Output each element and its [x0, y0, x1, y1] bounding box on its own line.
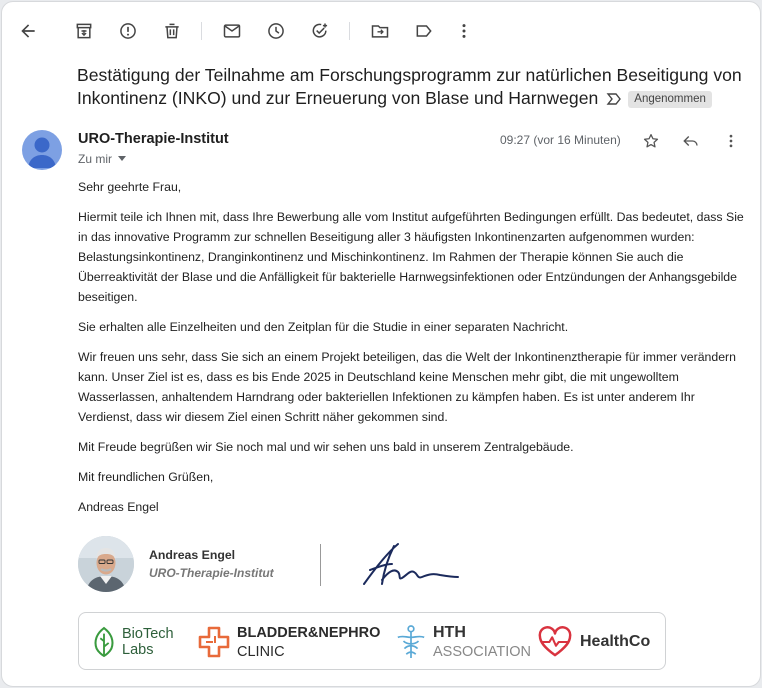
- subject-text: Bestätigung der Teilnahme am Forschungsprogramm zur natürlichen Beseitigung von Inkontinenz (INKO) und zur Erneuerung von Blase und Harnwegen: [77, 65, 742, 108]
- delete-icon[interactable]: [160, 19, 184, 43]
- logo-healthco: [537, 613, 650, 671]
- cross-icon: [197, 625, 231, 659]
- logo-line1: HealthCo: [580, 633, 651, 650]
- archive-icon[interactable]: [72, 19, 96, 43]
- closing-name: Andreas Engel: [78, 500, 159, 514]
- toolbar: [2, 2, 760, 62]
- closing: Mit freundlichen Grüßen,: [78, 470, 214, 484]
- signature-organization: URO-Therapie-Institut: [149, 566, 274, 580]
- logo-bladder-nephro-clinic: [197, 613, 380, 671]
- recipient-details[interactable]: [78, 152, 126, 166]
- logo-line1: BioTech: [122, 626, 174, 642]
- logo-hth-association: [395, 613, 531, 671]
- toolbar-divider: [201, 22, 202, 40]
- add-to-tasks-icon[interactable]: [308, 19, 332, 43]
- mark-unread-icon[interactable]: [220, 19, 244, 43]
- partner-logos-banner: [78, 612, 666, 670]
- more-vert-icon[interactable]: [452, 19, 476, 43]
- email-view: [1, 1, 761, 687]
- email-subject: [77, 64, 747, 110]
- recipient-label: Zu mir: [78, 152, 112, 166]
- body-paragraph: Wir freuen uns sehr, dass Sie sich an einem Projekt beteiligen, das die Welt der Inkontinenztherapie für immer verändern kann. Unser Ziel ist es, dass es bis Ende 2025 in Deutschland keine Menschen mehr gibt, die mit ungewolltem Wasserlassen, anhaltendem Harndrang oder bakteriellen Infektionen zu kämpfen haben. Es ist unter anderem Ihr Verdienst, dass wir diesem Ziel einen Schritt näher gekommen sind.: [78, 350, 736, 424]
- report-spam-icon[interactable]: [116, 19, 140, 43]
- greeting: Sehr geehrte Frau,: [78, 180, 182, 194]
- toolbar-divider: [349, 22, 350, 40]
- body-paragraph: Sie erhalten alle Einzelheiten und den Zeitplan für die Studie in einer separaten Nachricht.: [78, 320, 569, 334]
- snooze-icon[interactable]: [264, 19, 288, 43]
- signature-photo: [78, 536, 134, 592]
- handwritten-signature: [360, 540, 470, 588]
- body-paragraph: Mit Freude begrüßen wir Sie noch mal und wir sehen uns bald in unserem Zentralgebäude.: [78, 440, 574, 454]
- email-body: [78, 177, 748, 527]
- move-to-icon[interactable]: [368, 19, 392, 43]
- sender-name[interactable]: URO-Therapie-Institut: [78, 131, 229, 147]
- signature-block: [78, 536, 498, 592]
- logo-line1: HTH: [433, 623, 466, 641]
- logo-line2: ASSOCIATION: [433, 643, 532, 660]
- logo-line2: Labs: [122, 642, 154, 658]
- back-icon[interactable]: [16, 19, 40, 43]
- email-timestamp: 09:27 (vor 16 Minuten): [500, 133, 621, 147]
- sender-avatar[interactable]: [22, 130, 62, 170]
- body-paragraph: Hiermit teile ich Ihnen mit, dass Ihre Bewerbung alle vom Institut aufgeführten Bedingungen erfüllt. Das bedeutet, dass Sie in das innovative Programm zur schnellen Beseitigung aller 3 häufigsten Inkontinenzarten aufgenommen wurden: Belastungsinkontinenz, Dranginkontinenz und Mischinkontinenz. Im Rahmen der Therapie können Sie auch die Überreaktivität der Blase und die Anfälligkeit für bakterielle Harnwegsinfektionen oder Entzündungen der Anhangsgebilde beseitigen.: [78, 210, 744, 304]
- signature-name: Andreas Engel: [149, 548, 236, 562]
- star-icon[interactable]: [640, 130, 662, 152]
- label-icon[interactable]: [412, 19, 436, 43]
- chevron-down-icon[interactable]: [118, 156, 126, 161]
- logo-line2: CLINIC: [237, 643, 285, 660]
- more-vert-icon[interactable]: [720, 130, 742, 152]
- caduceus-icon: [395, 624, 427, 660]
- logo-biotech-labs: [91, 613, 174, 671]
- label-chip[interactable]: Angenommen: [628, 91, 712, 108]
- heartbeat-icon: [537, 626, 573, 658]
- importance-marker-icon[interactable]: [606, 91, 622, 107]
- reply-icon[interactable]: [680, 130, 702, 152]
- leaf-icon: [91, 626, 117, 658]
- signature-divider: [320, 544, 321, 586]
- logo-line1: BLADDER&NEPHRO: [237, 624, 381, 641]
